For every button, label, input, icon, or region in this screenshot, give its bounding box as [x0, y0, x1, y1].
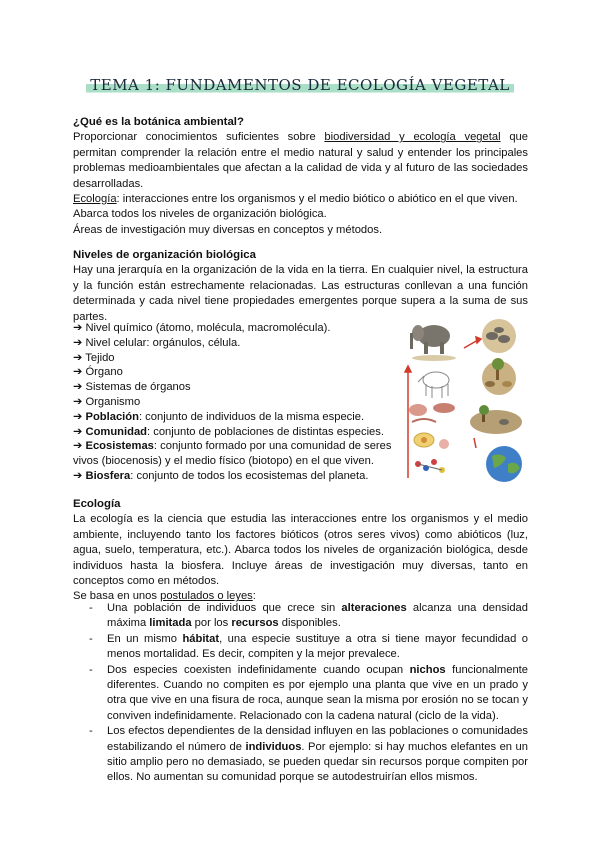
page-title — [0, 76, 600, 94]
list-item: ➔ Nivel celular: orgánulos, célula. — [73, 336, 241, 349]
list-item: ➔ Ecosistemas: conjunto formado por una comunidad de seres — [73, 440, 392, 453]
skeleton-icon — [418, 372, 449, 398]
cell-icon — [414, 433, 449, 449]
globe-icon — [486, 446, 522, 482]
list-item: ➔ Sistemas de órganos — [73, 381, 191, 394]
list-item: ➔ Población: conjunto de individuos de la misma especie. — [73, 410, 365, 423]
paragraph: Hay una jerarquía en la organización de la vida en la tierra. En cualquier nivel, la estructura y la función están estrechamente relacionadas. Las estructuras conllevan a una función determinada y cada nivel tiene propiedades emergentes porque supera a la suma de sus partes. — [73, 264, 528, 323]
paragraph: Se basa en unos postulados o leyes: — [73, 590, 256, 603]
ecosystem-icon — [470, 405, 522, 434]
underlined-term: Ecología — [73, 193, 117, 206]
list-item: - En un mismo hábitat, una especie sustituye a otra si tiene mayor fecundidad o menos mortalidad. Es decir, compiten y la mejor prevalece. — [73, 632, 528, 663]
list-item: ➔ Tejido — [73, 351, 115, 364]
organ-icon — [409, 403, 455, 422]
list-item-continuation: vivos (biocenosis) y el medio físico (biotopo) en el que viven. — [73, 455, 374, 468]
list-item: ➔ Nivel químico (átomo, molécula, macromolécula). — [73, 322, 331, 334]
organization-levels-illustration — [404, 318, 530, 486]
paragraph: La ecología es la ciencia que estudia las interacciones entre los organismos y el medio ambiente, incluyendo tanto los factores bióticos (otros seres vivos) como abióticos (luz, agua, suelo, temperatura, etc.). Abarca todos los niveles de organización biológica, desde individuos hasta la biosfera. Incluye áreas de investigación muy diversas, tanto en conceptos como en métodos. — [73, 513, 528, 588]
underlined-term: postulados o leyes — [160, 590, 253, 603]
levels-list — [73, 321, 403, 484]
population-icon — [482, 319, 516, 353]
postulates-list — [73, 601, 528, 786]
paragraph: Ecología: interacciones entre los organismos y el medio biótico o abiótico en el que viven. Abarca todos los niveles de organización biológica. — [73, 193, 518, 221]
community-icon — [482, 358, 516, 395]
section-heading: ¿Qué es la botánica ambiental? — [73, 116, 244, 128]
section-heading: Niveles de organización biológica — [73, 249, 256, 261]
elephant-icon — [410, 325, 456, 361]
list-item: ➔ Biosfera: conjunto de todos los ecosistemas del planeta. — [73, 469, 369, 482]
underlined-term: biodiversidad y ecología vegetal — [324, 131, 501, 144]
list-item: ➔ Organismo — [73, 395, 141, 408]
section-ecologia — [73, 497, 528, 605]
organization-levels-figure — [404, 318, 530, 486]
section-niveles — [73, 248, 528, 325]
section-botanica — [73, 115, 528, 238]
list-item: ➔ Órgano — [73, 366, 123, 379]
section-heading: Ecología — [73, 498, 121, 510]
molecule-icon — [415, 459, 445, 473]
page-title-text: TEMA 1: FUNDAMENTOS DE ECOLOGÍA VEGETAL — [86, 76, 514, 94]
list-item: - Dos especies coexisten indefinidamente cuando ocupan nichos funcionalmente diferentes. Cuando no compiten es por ejemplo una planta que vive en un prado y otra que vive en una fisura de roca, aunque sean la misma por erosión no se tocan y conviven indefinidamente. Relacionado con la cadena natural (ciclo de la vida). — [73, 663, 528, 725]
list-item: - Una población de individuos que crece sin alteraciones alcanza una densidad máxima limitada por los recursos disponibles. — [73, 601, 528, 632]
paragraph: Áreas de investigación muy diversas en conceptos y métodos. — [73, 223, 383, 236]
list-item: ➔ Comunidad: conjunto de poblaciones de distintas especies. — [73, 425, 384, 438]
paragraph: Proporcionar conocimientos suficientes sobre biodiversidad y ecología vegetal que permitan comprender la relación entre el medio natural y salud y entender los principales problemas medioambientales que afectan a la calidad de vida y al futuro de las sociedades desarrolladas. — [73, 131, 528, 190]
list-item: - Los efectos dependientes de la densidad influyen en las poblaciones o comunidades estabilizando el número de individuos. Por ejemplo: si hay muchos elefantes en un sitio amplio pero no demasiado, se pueden quedar sin recursos porque compiten por ellos. No aumentan su comunidad porque se autodestruirían ellos mismos. — [73, 724, 528, 786]
